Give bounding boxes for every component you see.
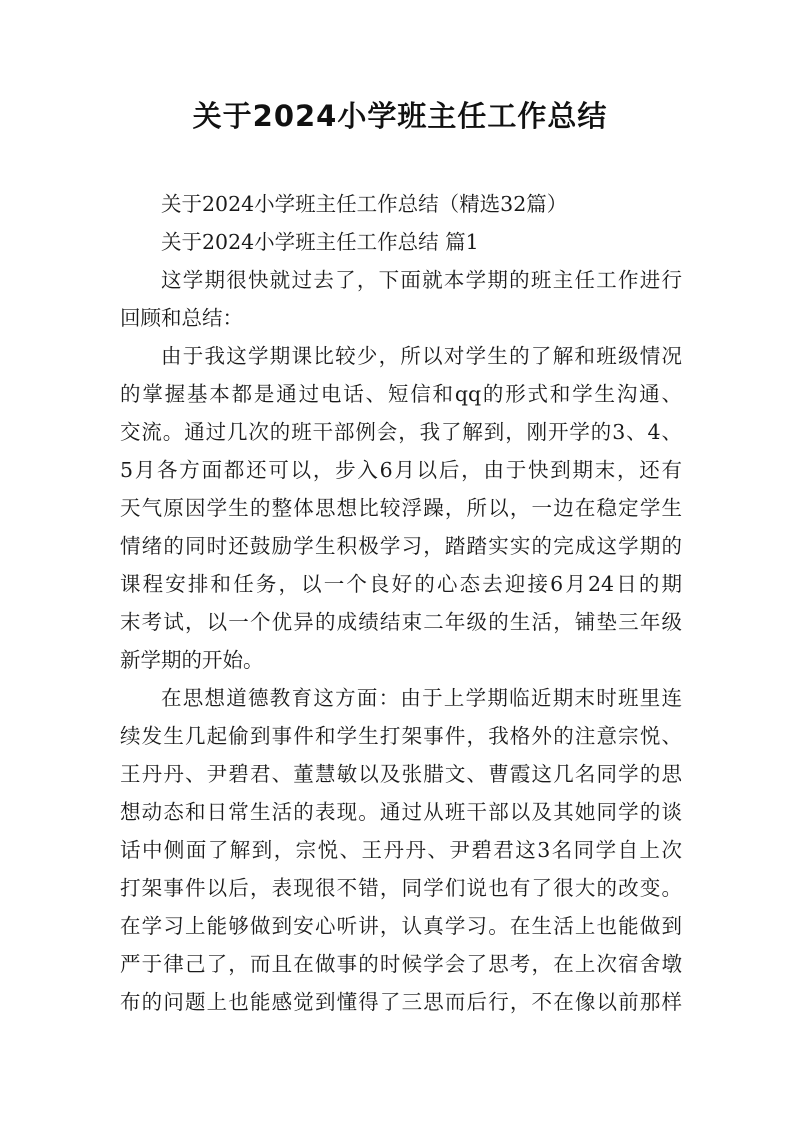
text-line: 由于我这学期课比较少，所以对学生的了解和班级情况 <box>161 344 682 368</box>
text-line: 布的问题上也能感觉到懂得了三思而后行，不在像以前那样 <box>120 990 682 1014</box>
document-title: 关于2024小学班主任工作总结 <box>192 99 608 133</box>
text-line: 续发生几起偷到事件和学生打架事件，我格外的注意宗悦、 <box>120 724 682 748</box>
text-line: 末考试，以一个优异的成绩结束二年级的生活，铺垫三年级 <box>120 610 682 634</box>
text-line: 在学习上能够做到安心听讲，认真学习。在生活上也能做到 <box>120 914 682 938</box>
document-body <box>120 185 682 1021</box>
text-line: 新学期的开始。 <box>120 648 264 672</box>
text-line: 严于律己了，而且在做事的时候学会了思考，在上次宿舍墩 <box>120 952 682 976</box>
text-line: 这学期很快就过去了，下面就本学期的班主任工作进行 <box>161 268 682 292</box>
text-line: 想动态和日常生活的表现。通过从班干部以及其她同学的谈 <box>120 800 682 824</box>
text-line: 5月各方面都还可以，步入6月以后，由于快到期末，还有 <box>120 458 682 482</box>
text-line: 天气原因学生的整体思想比较浮躁，所以，一边在稳定学生 <box>120 496 682 520</box>
text-line: 在思想道德教育这方面：由于上学期临近期末时班里连 <box>161 686 682 710</box>
text-line: 课程安排和任务，以一个良好的心态去迎接6月24日的期 <box>120 572 682 596</box>
text-line: 打架事件以后，表现很不错，同学们说也有了很大的改变。 <box>120 876 682 900</box>
text-line: 话中侧面了解到，宗悦、王丹丹、尹碧君这3名同学自上次 <box>120 838 682 862</box>
text-line: 回顾和总结： <box>120 306 243 330</box>
text-line: 交流。通过几次的班干部例会，我了解到，刚开学的3、4、 <box>120 420 682 444</box>
text-line: 情绪的同时还鼓励学生积极学习，踏踏实实的完成这学期的 <box>120 534 682 558</box>
text-line: 王丹丹、尹碧君、董慧敏以及张腊文、曹霞这几名同学的思 <box>120 762 682 786</box>
text-line: 关于2024小学班主任工作总结 篇1 <box>161 230 479 254</box>
text-line: 关于2024小学班主任工作总结（精选32篇） <box>161 192 568 216</box>
text-line: 的掌握基本都是通过电话、短信和qq的形式和学生沟通、 <box>120 382 682 406</box>
